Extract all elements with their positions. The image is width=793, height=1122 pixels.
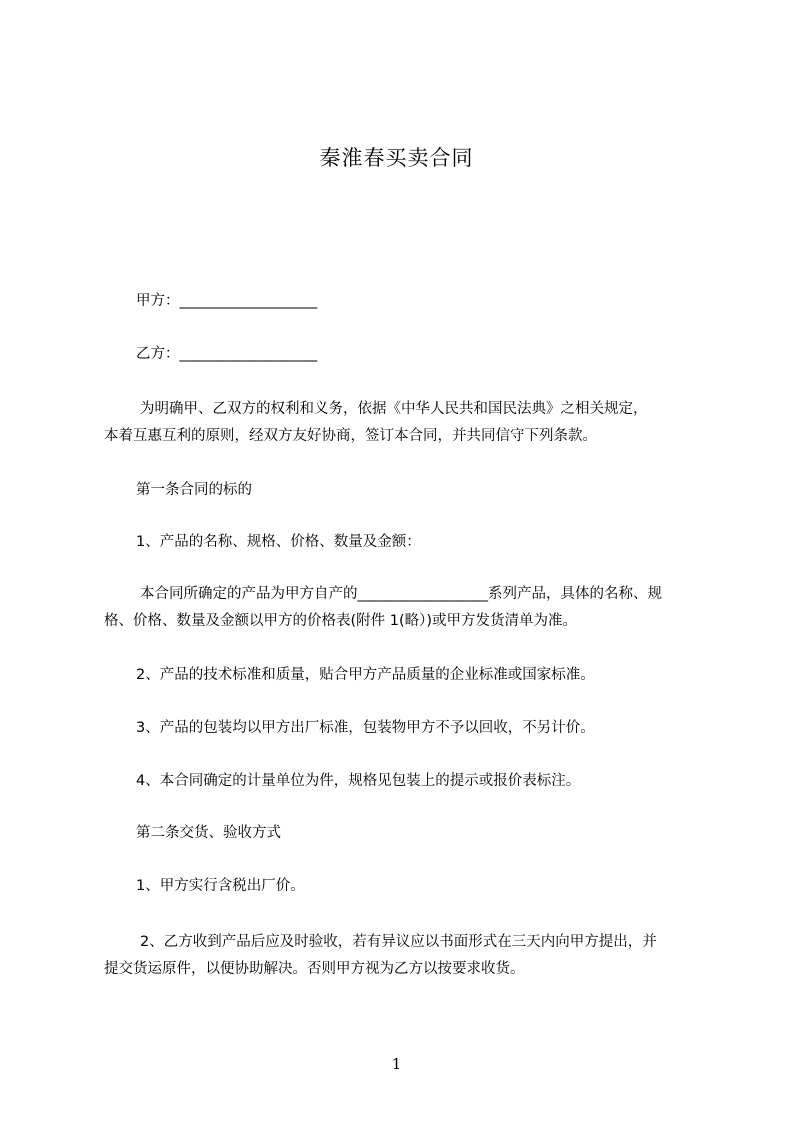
article-1-item-1-detail-line-1: 本合同所确定的产品为甲方自产的__________________系列产品，具体的名称、规 <box>140 586 662 602</box>
article-1-item-1-detail-line-2: 格、价格、数量及金额以甲方的价格表(附件 1(略）)或甲方发货清单为准。 <box>104 613 578 629</box>
article-2-heading: 第二条交货、验收方式 <box>136 825 281 841</box>
intro-paragraph-line-2: 本着互惠互利的原则，经双方友好协商，签订本合同，并共同信守下列条款。 <box>104 428 597 444</box>
article-1-item-2: 2、产品的技术标准和质量，贴合甲方产品质量的企业标准或国家标准。 <box>136 667 595 683</box>
document-title: 秦淮春买卖合同 <box>319 146 474 170</box>
article-1-heading: 第一条合同的标的 <box>136 482 252 498</box>
article-1-item-1: 1、产品的名称、规格、价格、数量及金额： <box>136 534 421 550</box>
page-number: 1 <box>391 1055 402 1073</box>
article-1-item-3: 3、产品的包装均以甲方出厂标准，包装物甲方不予以回收，不另计价。 <box>136 720 595 736</box>
intro-paragraph-line-1: 为明确甲、乙双方的权利和义务，依据《中华人民共和国民法典》之相关规定， <box>140 401 648 417</box>
party-a-line: 甲方：___________________ <box>136 293 318 309</box>
article-2-item-1: 1、甲方实行含税出厂价。 <box>136 878 305 894</box>
article-2-item-2-line-2: 提交货运原件，以便协助解决。否则甲方视为乙方以按要求收货。 <box>104 961 525 977</box>
article-2-item-2-line-1: 2、乙方收到产品后应及时验收，若有异议应以书面形式在三天内向甲方提出，并 <box>140 934 657 950</box>
article-1-item-4: 4、本合同确定的计量单位为件，规格见包装上的提示或报价表标注。 <box>136 773 581 789</box>
party-b-line: 乙方：___________________ <box>136 346 318 362</box>
